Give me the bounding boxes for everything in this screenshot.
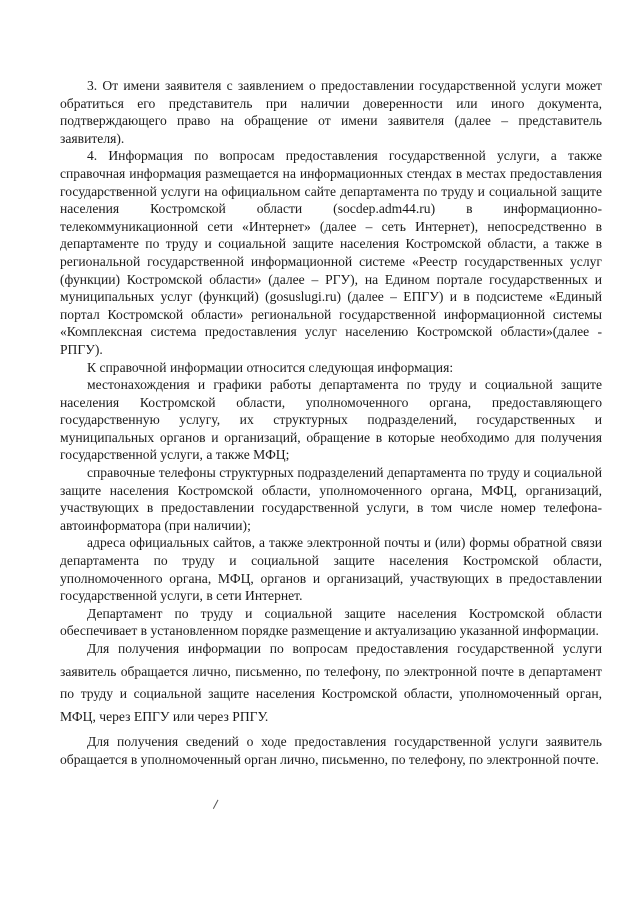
paragraph-locations-schedules: местонахождения и графики работы департамента по труду и социальной защите населения Костромской области, уполномоченного органа, предоставляющего государственную услугу, их структурных подразделений, государственных и муниципальных органов и организаций, обращение в которые необходимо для получения государственной услуги, а также МФЦ;: [60, 377, 602, 463]
paragraph-website-addresses: адреса официальных сайтов, а также электронной почты и (или) формы обратной связи департамента по труду и социальной защите населения Костромской области, уполномоченного органа, МФЦ, органов и организаций, участвующих в предоставлении государственной услуги, в сети Интернет.: [60, 535, 602, 604]
paragraph-information-placement: 4. Информация по вопросам предоставления государственной услуги, а также справочная информация размещается на информационных стендах в местах предоставления государственной услуги на официальном сайте департамента по труду и социальной защите населения Костромской области (socdep.adm44.ru) в информационно-телекоммуникационной сети «Интернет» (далее – сеть Интернет), непосредственно в департаменте по труду и социальной защите населения Костромской области, а также в региональной государственной информационной системе «Реестр государственных услуг (функции) Костромской области» (далее – РГУ), на Едином портале государственных и муниципальных услуг (функций) (gosuslugi.ru) (далее – ЕПГУ) и в подсистеме «Единый портал Костромской области» региональной государственной информационной системы «Комплексная система предоставления услуг населению Костромской области»(далее - РПГУ).: [60, 148, 602, 357]
main-text-section: [60, 77, 602, 640]
scan-artifact-mark: [213, 800, 221, 811]
paragraph-how-to-get-info: Для получения информации по вопросам предоставления государственной услуги заявитель обращается лично, письменно, по телефону, по электронной почте в департамент по труду и социальной защите населения Костромской области, уполномоченный орган, МФЦ, через ЕПГУ или через РПГУ.: [60, 641, 602, 724]
paragraph-reference-info-intro: К справочной информации относится следующая информация:: [87, 359, 454, 375]
paragraph-progress-status: Для получения сведений о ходе предоставления государственной услуги заявитель обращается в уполномоченный орган лично, письменно, по телефону, по электронной почте.: [60, 734, 602, 767]
paragraph-representative: 3. От имени заявителя с заявлением о предоставлении государственной услуги может обратиться его представитель при наличии доверенности или иного документа, подтверждающего право на обращение от имени заявителя (далее – представитель заявителя).: [60, 78, 602, 146]
paragraph-reference-phones: справочные телефоны структурных подразделений департамента по труду и социальной защите населения Костромской области, уполномоченного органа, МФЦ, организаций, участвующих в предоставлении государственной услуги, в том числе номер телефона-автоинформатора (при наличии);: [60, 465, 602, 533]
status-text-section: [60, 733, 602, 768]
paragraph-department-updates: Департамент по труду и социальной защите населения Костромской области обеспечивает в установленном порядке размещение и актуализацию указанной информации.: [60, 605, 602, 639]
contact-text-section: [60, 638, 602, 728]
